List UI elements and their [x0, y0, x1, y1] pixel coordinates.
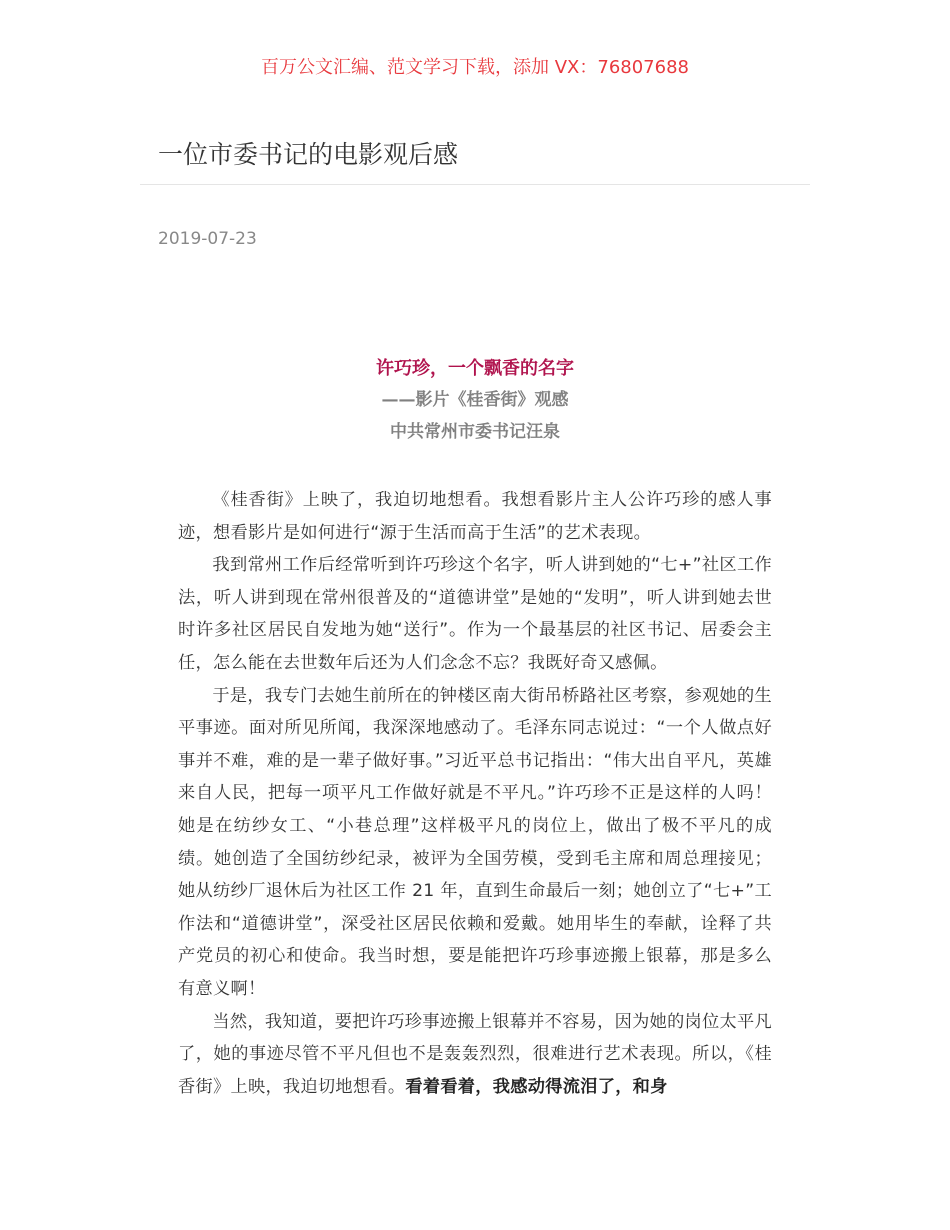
article-paragraph: 于是，我专门去她生前所在的钟楼区南大街吊桥路社区考察，参观她的生平事迹。面对所见所闻，我深深地感动了。毛泽东同志说过：“一个人做点好事并不难，难的是一辈子做好事。”习近平总书记指出：“伟大出自平凡，英雄来自人民，把每一项平凡工作做好就是不平凡。”许巧珍不正是这样的人吗！她是在纺纱女工、“小巷总理”这样极平凡的岗位上，做出了极不平凡的成绩。她创造了全国纺纱纪录，被评为全国劳模，受到毛主席和周总理接见；她从纺纱厂退休后为社区工作 21 年，直到生命最后一刻；她创立了“七+”工作法和“道德讲堂”，深受社区居民依赖和爱戴。她用毕生的奉献，诠释了共产党员的初心和使命。我当时想，要是能把许巧珍事迹搬上银幕，那是多么有意义啊！ [178, 685, 772, 999]
publish-date: 2019-07-23 [158, 229, 257, 249]
title-divider [140, 184, 810, 185]
article-author: 中共常州市委书记汪泉 [390, 422, 560, 442]
article-subtitle: ——影片《桂香街》观感 [381, 390, 569, 410]
emphasized-text: 看着看着，我感动得流泪了，和身 [405, 1076, 668, 1097]
article-body [178, 484, 772, 1103]
article-headline: 许巧珍，一个飘香的名字 [376, 358, 574, 379]
article-paragraph-last [178, 1006, 772, 1104]
article-paragraph: 《桂香街》上映了，我迫切地想看。我想看影片主人公许巧珍的感人事迹，想看影片是如何进行“源于生活而高于生活”的艺术表现。 [178, 490, 772, 543]
promo-banner: 百万公文汇编、范文学习下载，添加 VX：76807688 [261, 57, 689, 78]
article-paragraph: 我到常州工作后经常听到许巧珍这个名字，听人讲到她的“七+”社区工作法，听人讲到现在常州很普及的“道德讲堂”是她的“发明”，听人讲到她去世时许多社区居民自发地为她“送行”。作为一个最基层的社区书记、居委会主任，怎么能在去世数年后还为人们念念不忘？我既好奇又感佩。 [178, 555, 772, 673]
article-paragraph-text: 当然，我知道，要把许巧珍事迹搬上银幕并不容易，因为她的岗位太平凡了，她的事迹尽管不平凡但也不是轰轰烈烈，很难进行艺术表现。所以，《桂香街》上映，我迫切地想看。 [178, 1011, 772, 1097]
page-title: 一位市委书记的电影观后感 [158, 140, 459, 169]
article-header [0, 354, 950, 449]
